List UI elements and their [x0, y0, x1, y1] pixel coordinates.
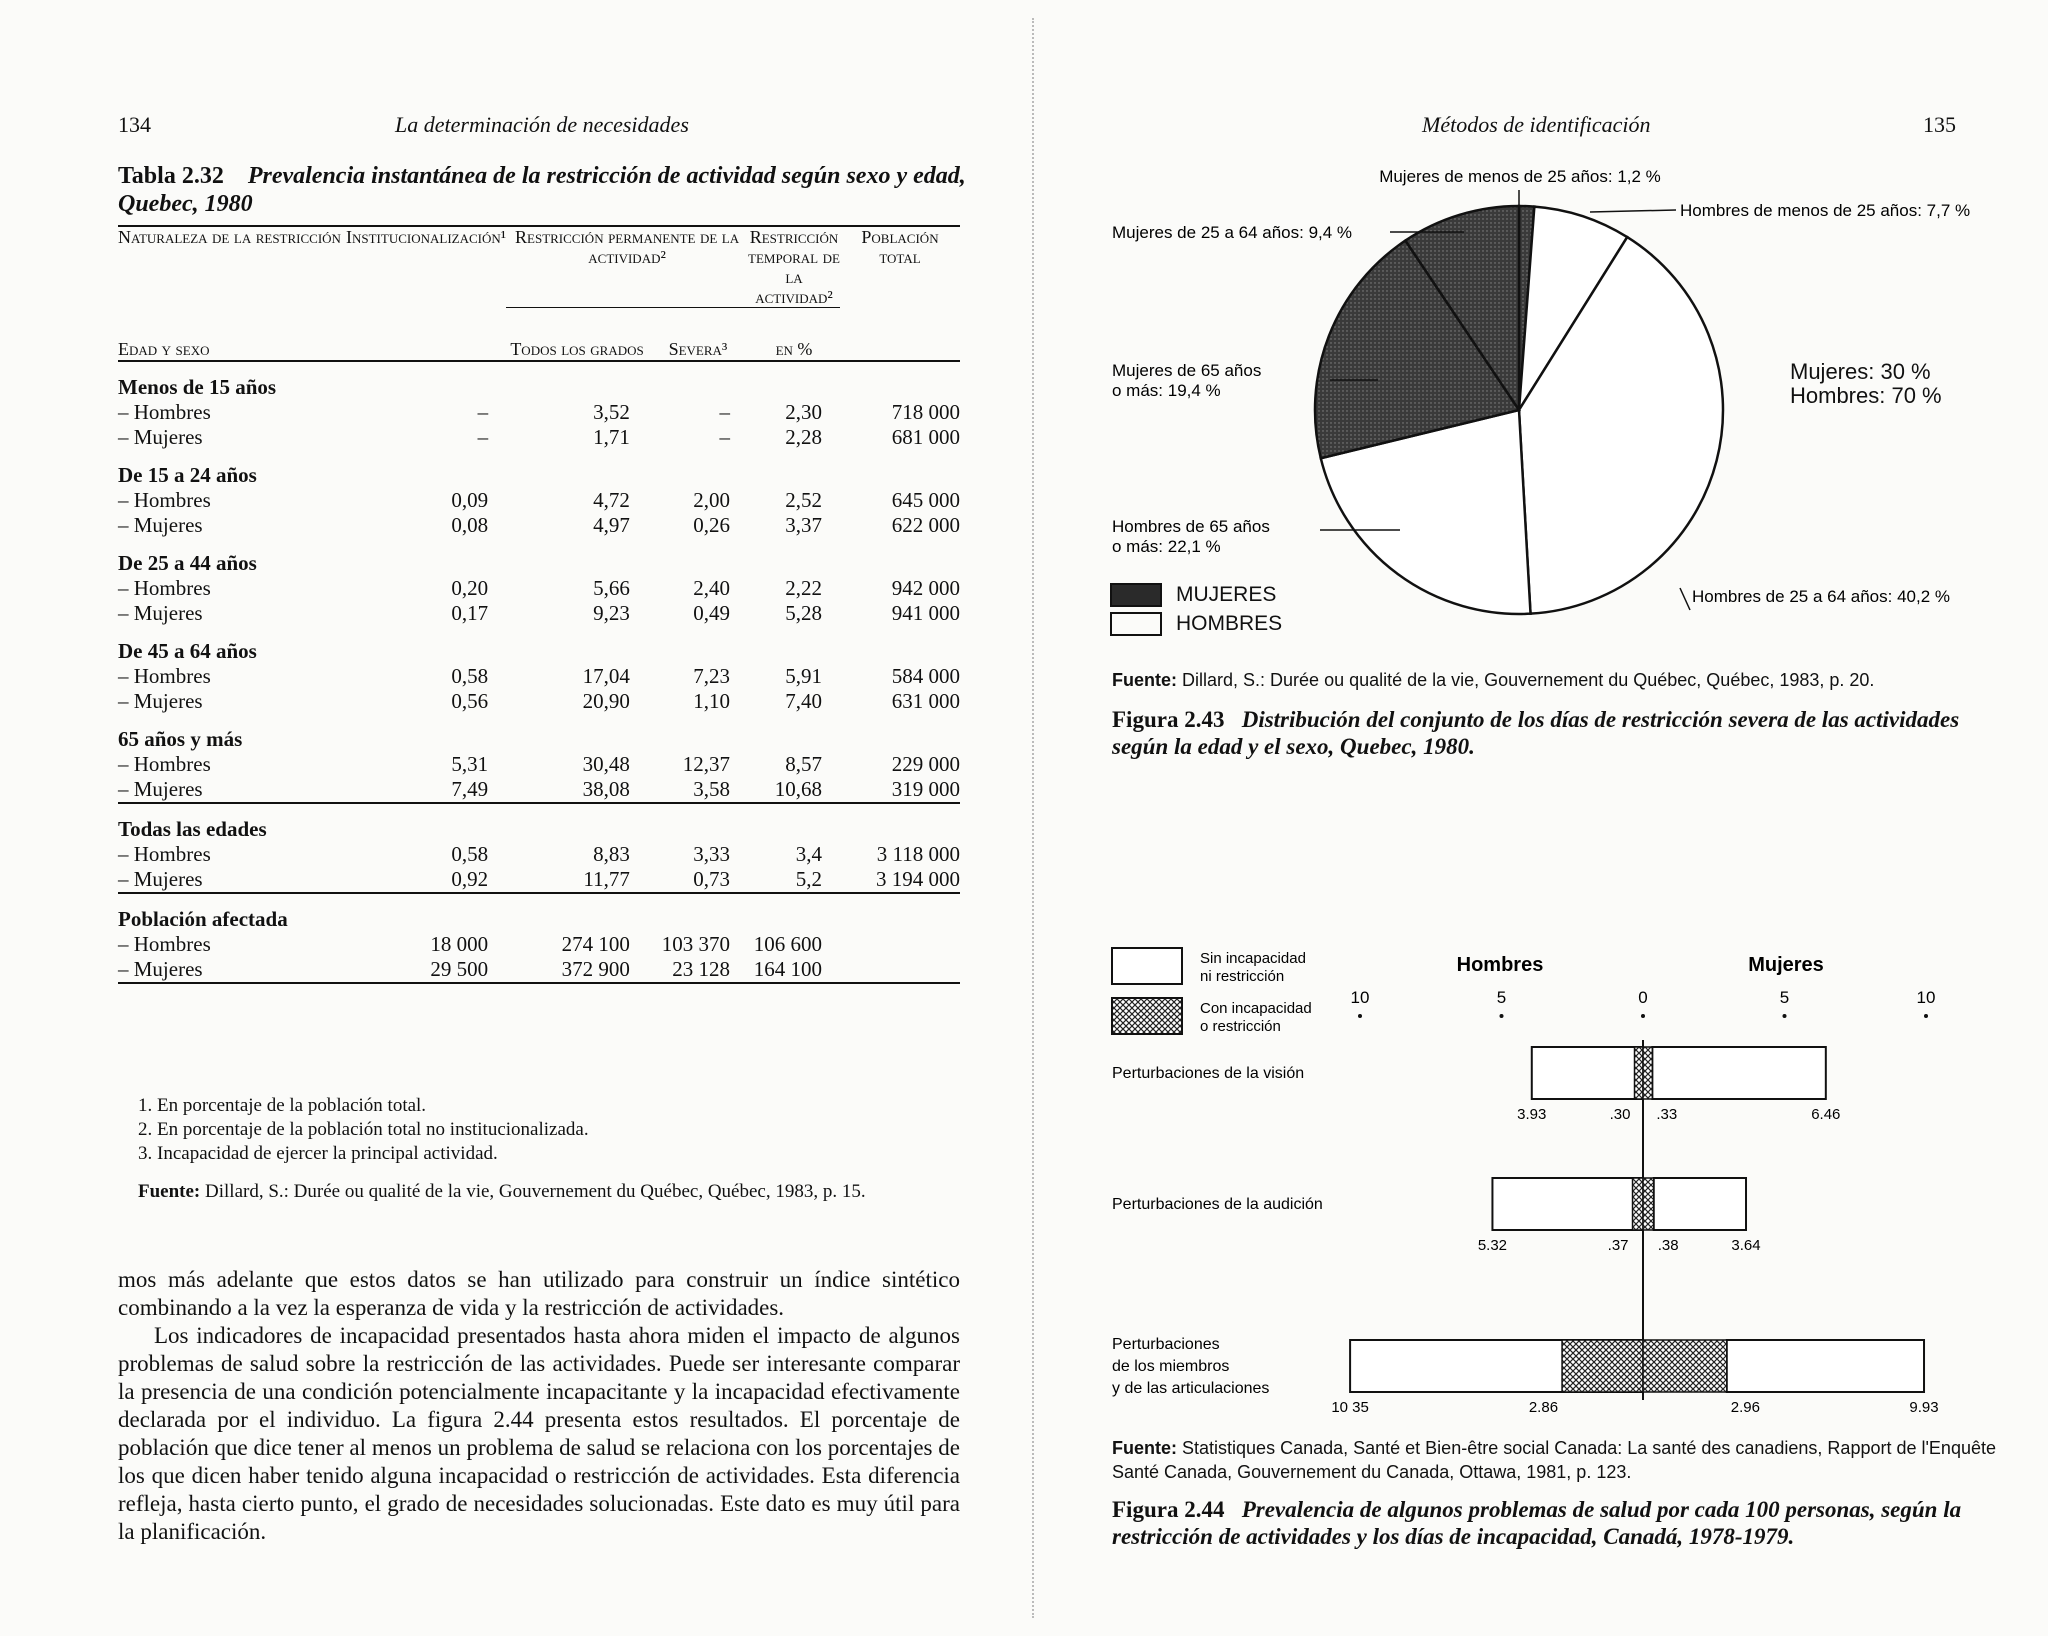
spacer: [118, 626, 960, 639]
legend-label-with-line2: o restricción: [1200, 1018, 1281, 1035]
table-cell: 3 194 000: [876, 867, 960, 891]
running-head-left: La determinación de necesidades: [395, 112, 689, 137]
table-cell: 30,48: [582, 752, 630, 776]
leader-line: [1680, 588, 1690, 610]
axis-tick-label: 10: [1350, 988, 1370, 1007]
legend-label-hombres: HOMBRES: [1176, 612, 1283, 635]
table-cell: 18 000: [430, 932, 489, 956]
table-row-label: – Hombres: [118, 488, 211, 512]
axis-tick-dot: [1783, 1014, 1787, 1018]
table-cell: 0,58: [451, 842, 489, 866]
table-cell: 4,72: [593, 488, 630, 512]
body-paragraph: Los indicadores de incapacidad presentados hasta ahora miden el impacto de algunos problemas de salud sobre la restricción de las actividades. Puede ser interesante comparar la presencia de una condición potencialmente incapacitante y la incapacidad efectivamente declarada por el individuo. La figura 2.44 presenta estos resultados. El porcentaje de población que dice tener al menos un problema de salud se relaciona con los porcentajes de los que dicen haber tenido alguna incapacidad o restricción de actividades. Esta diferencia refleja, hasta cierto punto, el grado de necesidades solucionadas. Este dato es muy útil para la planificación.: [118, 1323, 960, 1544]
value-label: 10 35: [1331, 1399, 1369, 1416]
bar-mujeres-with: [1643, 1178, 1654, 1230]
page-number-left: 134: [118, 112, 151, 137]
table-cell: 5,28: [785, 601, 822, 625]
pyramid-title-hombres: Hombres: [1456, 954, 1544, 976]
axis-tick-dot: [1358, 1014, 1362, 1018]
table-cell: 7,40: [785, 689, 822, 713]
table-group-label: De 15 a 24 años: [118, 463, 257, 487]
spacer: [118, 714, 960, 727]
table-cell: 2,00: [693, 488, 730, 512]
pie-label-m-25-64: Mujeres de 25 a 64 años: 9,4 %: [1112, 223, 1353, 242]
pie-legend: [1110, 580, 1282, 638]
value-label: 9.93: [1909, 1399, 1939, 1416]
legend-label-with-line1: Con incapacidad: [1200, 1000, 1312, 1017]
table-cell: 3,4: [795, 842, 822, 866]
spacer: [118, 893, 960, 907]
pie-label-m-65-line2: o más: 19,4 %: [1112, 381, 1221, 400]
table-cell: 372 900: [561, 957, 630, 981]
table-cell: 38,08: [582, 777, 630, 801]
page-number-right: 135: [1923, 112, 1956, 137]
table-note: 1. En porcentaje de la población total.: [138, 1095, 427, 1116]
table-cell: 12,37: [682, 752, 730, 776]
table-row-label: – Hombres: [118, 842, 211, 866]
body-text: [118, 1266, 960, 1546]
col-header-severe: Severa³: [648, 308, 748, 362]
table-cell: 9,23: [593, 601, 630, 625]
value-label: 6.46: [1811, 1106, 1841, 1123]
fig243-source-text: Dillard, S.: Durée ou qualité de la vie, Gouvernement du Québec, Québec, 1983, p. 20.: [1182, 670, 1875, 690]
table-group-label: Población afectada: [118, 907, 288, 931]
table-row-label: – Mujeres: [118, 957, 203, 981]
axis-tick-label: 5: [1496, 988, 1507, 1007]
table-cell: 0,20: [451, 576, 489, 600]
table-cell: 941 000: [891, 601, 960, 625]
table-cell: 229 000: [891, 752, 960, 776]
table-cell: 2,52: [785, 488, 822, 512]
table-cell: 7,23: [693, 664, 730, 688]
table-cell: [840, 932, 960, 957]
table-cell: 3,58: [693, 777, 730, 801]
table-cell: 2,28: [785, 425, 822, 449]
fig244-label: Figura 2.44: [1112, 1497, 1225, 1522]
fig244-source-label: Fuente:: [1112, 1438, 1177, 1458]
table-label: Tabla 2.32: [118, 163, 224, 189]
legend-label-none-line1: Sin incapacidad: [1200, 950, 1306, 967]
fig244-source: [1112, 1436, 2012, 1484]
table-cell: 1,10: [693, 689, 730, 713]
bar-hombres-none: [1532, 1047, 1643, 1099]
legend-swatch-hombres: [1110, 612, 1162, 636]
table-cell: 29 500: [430, 957, 489, 981]
col-header-nature: Naturaleza de la restricción: [118, 226, 346, 308]
pie-total-hombres: Hombres: 70 %: [1790, 383, 1942, 408]
bar-hombres-with: [1633, 1178, 1643, 1230]
table-row-label: – Hombres: [118, 664, 211, 688]
empty-cell: [346, 308, 506, 362]
table-row-label: – Mujeres: [118, 777, 203, 801]
table-cell: 681 000: [891, 425, 960, 449]
axis-tick-label: 10: [1916, 988, 1936, 1007]
spacer: [118, 538, 960, 551]
pyramid-title-mujeres: Mujeres: [1748, 954, 1824, 976]
table-cell: 645 000: [891, 488, 960, 512]
value-label: .38: [1657, 1237, 1679, 1254]
pie-label-h-65-line2: o más: 22,1 %: [1112, 537, 1221, 556]
legend-swatch-none: [1112, 948, 1182, 984]
bar-hombres-none: [1492, 1178, 1643, 1230]
table-cell: 8,57: [785, 752, 822, 776]
table-group-label: Todas las edades: [118, 817, 267, 841]
pyramid-chart: [1030, 930, 2048, 1430]
table-cell: 103 370: [661, 932, 730, 956]
bar-mujeres-none: [1652, 1047, 1825, 1099]
table-cell: 2,40: [693, 576, 730, 600]
col-header-population: Población total: [840, 226, 960, 308]
value-label: 2.96: [1730, 1399, 1760, 1416]
bar-mujeres-none: [1654, 1178, 1746, 1230]
spacer: [118, 450, 960, 463]
legend-item-hombres: [1110, 609, 1282, 638]
legend-label-none-line2: ni restricción: [1200, 968, 1285, 985]
table-group-label: De 45 a 64 años: [118, 639, 257, 663]
table-cell: 3 118 000: [876, 842, 960, 866]
pie-chart: [1030, 150, 2048, 790]
table-row-label: – Hombres: [118, 932, 211, 956]
table-row-label: – Mujeres: [118, 689, 203, 713]
table-cell: 319 000: [891, 777, 960, 801]
table-title: Prevalencia instantánea de la restricción de actividad según sexo y edad, Quebec, 1980: [118, 163, 966, 217]
table-cell: 0,92: [451, 867, 489, 891]
category-label: Perturbaciones de la visión: [1112, 1065, 1305, 1082]
table-cell: 7,49: [451, 777, 489, 801]
table-group-label: Menos de 15 años: [118, 375, 277, 399]
axis-tick-label: 0: [1638, 988, 1648, 1007]
table-cell: [840, 957, 960, 983]
table-cell: 3,52: [593, 400, 630, 424]
pie-label-h-65-line1: Hombres de 65 años: [1112, 517, 1270, 536]
table-cell: 0,17: [451, 601, 489, 625]
table-cell: 23 128: [672, 957, 730, 981]
table-row-label: – Mujeres: [118, 867, 203, 891]
table-cell: 3,37: [785, 513, 822, 537]
right-page: [1030, 0, 2048, 1636]
pie-label-m-under25: Mujeres de menos de 25 años: 1,2 %: [1379, 167, 1661, 186]
col-header-temporary: Restricción temporal de la actividad²: [748, 227, 840, 307]
table-cell: –: [719, 425, 730, 449]
table-cell: 1,71: [593, 425, 630, 449]
table-row-label: – Mujeres: [118, 513, 203, 537]
table-source: [138, 1180, 866, 1204]
axis-tick-label: 5: [1779, 988, 1790, 1007]
value-label: .37: [1607, 1237, 1629, 1254]
spacer: [118, 803, 960, 817]
col-header-age-sex: Edad y sexo: [118, 308, 346, 362]
table-cell: 0,73: [693, 867, 730, 891]
table-cell: 3,33: [693, 842, 730, 866]
fig244-caption-text: Prevalencia de algunos problemas de salud por cada 100 personas, según la restricción de actividades y los días de incapacidad, Canadá, 1978-1979.: [1112, 1497, 1962, 1549]
col-header-all-grades: Todos los grados: [506, 308, 648, 362]
table-cell: –: [719, 400, 730, 424]
col-header-permanent: Restricción permanente de la actividad²: [506, 226, 748, 308]
value-label: 5.32: [1477, 1237, 1508, 1254]
table-row-label: – Mujeres: [118, 425, 203, 449]
table-cell: 164 100: [753, 957, 822, 981]
table-note: 3. Incapacidad de ejercer la principal actividad.: [138, 1143, 498, 1164]
bar-hombres-with: [1635, 1047, 1643, 1099]
restriction-table: [118, 225, 960, 988]
table-cell: 17,04: [582, 664, 630, 688]
legend-swatch-mujeres: [1110, 583, 1162, 607]
empty-cell: [840, 308, 960, 362]
table-cell: –: [477, 425, 489, 449]
running-head-right: Métodos de identificación: [1422, 112, 1651, 137]
fig243-source: [1112, 668, 2012, 692]
pie-total-mujeres: Mujeres: 30 %: [1790, 359, 1931, 384]
pie-label-h-under25: Hombres de menos de 25 años: 7,7 %: [1680, 201, 1971, 220]
leader-line: [1590, 210, 1676, 212]
table-cell: 274 100: [561, 932, 630, 956]
axis-tick-dot: [1641, 1014, 1645, 1018]
table-cell: 622 000: [891, 513, 960, 537]
table-group-label: De 25 a 44 años: [118, 551, 257, 575]
legend-item-mujeres: [1110, 580, 1282, 609]
table-row-label: – Mujeres: [118, 601, 203, 625]
fig243-source-label: Fuente:: [1112, 670, 1177, 690]
pie-totals: [1790, 360, 1942, 408]
value-label: .30: [1609, 1106, 1631, 1123]
table-cell: 0,49: [693, 601, 730, 625]
value-label: .33: [1656, 1106, 1678, 1123]
table-cell: 8,83: [593, 842, 630, 866]
table-bottom-rule: [118, 983, 960, 988]
table-cell: 11,77: [583, 867, 630, 891]
table-cell: 718 000: [891, 400, 960, 424]
table-source-text: Dillard, S.: Durée ou qualité de la vie, Gouvernement du Québec, Québec, 1983, p. 15.: [205, 1181, 866, 1202]
bar-mujeres-with: [1643, 1340, 1727, 1392]
value-label: 3.64: [1731, 1237, 1761, 1254]
table-cell: 942 000: [891, 576, 960, 600]
category-label: Perturbaciones: [1112, 1336, 1220, 1353]
table-cell: 2,30: [785, 400, 822, 424]
col-header-percent: en %: [748, 308, 840, 362]
col-header-institutional: Institucionalización¹: [346, 226, 506, 308]
table-cell: 20,90: [582, 689, 630, 713]
category-label: de los miembros: [1112, 1358, 1230, 1375]
table-row-label: – Hombres: [118, 752, 211, 776]
axis-tick-dot: [1924, 1014, 1928, 1018]
fig243-label: Figura 2.43: [1112, 707, 1225, 732]
fig244-source-text: Statistiques Canada, Santé et Bien-être social Canada: La santé des canadiens, Rapport de l'Enquête Santé Canada, Gouvernement du Canada, Ottawa, 1981, p. 123.: [1112, 1438, 1996, 1482]
bar-mujeres-with: [1643, 1047, 1652, 1099]
pie-label-m-65-line1: Mujeres de 65 años: [1112, 361, 1262, 380]
table-cell: 0,26: [693, 513, 730, 537]
table-row-label: – Hombres: [118, 400, 211, 424]
table-group-label: 65 años y más: [118, 727, 243, 751]
table-cell: 2,22: [785, 576, 822, 600]
legend-label-mujeres: MUJERES: [1176, 583, 1277, 606]
table-cell: 10,68: [774, 777, 822, 801]
fig243-caption: [1112, 706, 2012, 760]
table-cell: 0,58: [451, 664, 489, 688]
category-label: Perturbaciones de la audición: [1112, 1196, 1323, 1213]
spacer: [118, 361, 960, 375]
table-cell: 4,97: [593, 513, 630, 537]
category-label: y de las articulaciones: [1112, 1380, 1270, 1397]
table-cell: –: [477, 400, 489, 424]
table-cell: 5,91: [785, 664, 822, 688]
axis-tick-dot: [1500, 1014, 1504, 1018]
value-label: 3.93: [1517, 1106, 1547, 1123]
table-cell: 5,2: [795, 867, 822, 891]
table-note: 2. En porcentaje de la población total no institucionalizada.: [138, 1119, 589, 1140]
value-label: 2.86: [1528, 1399, 1559, 1416]
table-cell: 631 000: [891, 689, 960, 713]
table-cell: 0,09: [451, 488, 489, 512]
table-notes: [138, 1094, 589, 1166]
bar-mujeres-none: [1727, 1340, 1924, 1392]
body-paragraph: mos más adelante que estos datos se han utilizado para construir un índice sintético combinando a la vez la esperanza de vida y la restricción de actividades.: [118, 1267, 960, 1320]
legend-swatch-with: [1112, 998, 1182, 1034]
table-source-label: Fuente:: [138, 1181, 201, 1202]
table-cell: 0,08: [451, 513, 489, 537]
fig244-caption: [1112, 1496, 2012, 1550]
table-cell: 5,31: [451, 752, 489, 776]
table-cell: 0,56: [451, 689, 489, 713]
table-cell: 106 600: [753, 932, 822, 956]
table-row-label: – Hombres: [118, 576, 211, 600]
table-caption: [118, 162, 968, 218]
table-cell: 584 000: [891, 664, 960, 688]
bar-hombres-with: [1562, 1340, 1643, 1392]
fig243-caption-text: Distribución del conjunto de los días de restricción severa de las actividades según la edad y el sexo, Quebec, 1980.: [1112, 707, 1960, 759]
pie-label-h-25-64: Hombres de 25 a 64 años: 40,2 %: [1692, 587, 1950, 606]
table-cell: 5,66: [593, 576, 630, 600]
